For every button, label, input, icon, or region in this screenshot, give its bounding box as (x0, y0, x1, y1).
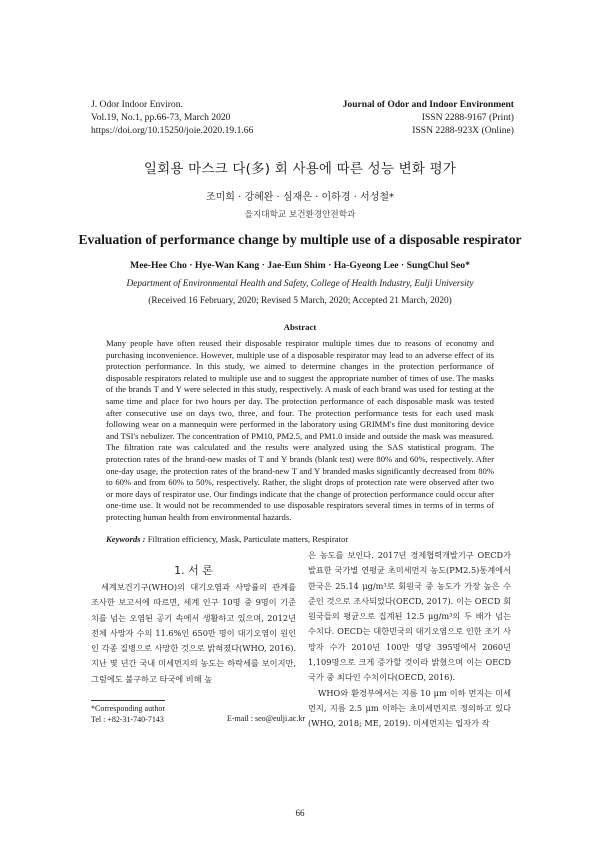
issn-print: ISSN 2288-9167 (Print) (421, 111, 514, 123)
authors-korean: 조미희 · 강혜완 · 심재은 · 이하경 · 서성철* (205, 192, 395, 203)
authors-english: Mee-Hee Cho · Hye-Wan Kang · Jae-Eun Shim · Ha-Gyeong Lee · SungChul Seo* (130, 260, 470, 271)
journal-header-right (284, 99, 514, 137)
paragraph: 은 농도를 보인다. 2017년 경제협력개발기구 OECD가 발표한 국가별 연평균 초미세먼지 농도(PM2.5)통계에서 한국은 25.14 μg/m³로 회원국 중 농도가 가장 높은 수준인 것으로 조사되었다(OECD, 2017). 이는 OECD 회원국들의 평균으로 집계된 12.5 μg/m³의 두 배가 넘는 수치다. OECD는 대한민국의 대기오염으로 인한 조기 사망자 수가 2010년 100만 명당 395명에서 2060년 1,109명으로 크게 증가할 것이라 밝혔으며 이는 OECD 국가 중 최다인 수치이다(OECD, 2016). (308, 550, 511, 683)
volume-info: Vol.19, No.1, pp.66-73, March 2020 (91, 111, 231, 123)
keywords-label: Keywords : (106, 534, 146, 544)
title-korean: 일회용 마스크 다(多) 회 사용에 따른 성능 변화 평가 (143, 161, 457, 177)
title-english: Evaluation of performance change by multiple use of a disposable respirator (78, 232, 522, 247)
received-dates: (Received 16 February, 2020; Revised 5 March, 2020; Accepted 21 March, 2020) (148, 296, 452, 306)
doi-link[interactable]: https://doi.org/10.15250/joie.2020.19.1.66 (91, 124, 254, 136)
abstract-heading: Abstract (283, 322, 317, 332)
issn-online: ISSN 2288-923X (Online) (412, 124, 514, 136)
telephone: Tel : +82-31-740-7143 (91, 715, 164, 724)
corresponding-author-label: *Corresponding author (91, 704, 165, 713)
keywords (106, 534, 494, 544)
journal-name: Journal of Odor and Indoor Environment (342, 99, 514, 110)
abstract-body: Many people have often reused their disposable respirator multiple times due to reasons of economy and purchasing inconvenience. However, multiple use of a disposable respirator may lead to an adverse effect of its protection performance. In this study, we aimed to determine changes in the protection performance of disposable respirators related to multiple use and to suggest the appropriate number of times of use. The masks of the brands T and Y were selected in this study, respectively. A mask of each brand was used for testing at the same time and place for two hours per day. The protection performance of each disposable mask was tested after consecutive use on days two, three, and four. The protection performance tests for each used mask following wear on a mannequin were performed in the laboratory using GRIMM's fine dust monitoring device and TSI's nebulizer. The concentration of PM10, PM2.5, and PM1.0 inside and outside the mask was measured. The filtration rate was calculated and the results were analyzed using the SAS statistical program. The protection rates of the brand-new masks of T and Y brands (blank test) were 80% and 60%, respectively. After one-day usage, the protection rates of the brand-new T and Y branded masks significantly decreased from 80% to 60% and from 60% to 50%, respectively. Rather, the slight drops of protection rate were observed after two or more days of respirator use. Our findings indicate that the change of protection performance could occur after one-time use. It would not be recommended to use disposable respirators several times in terms of in terms of protecting human health from environmental hazards. (106, 338, 494, 522)
section-heading-introduction: 1. 서 론 (174, 564, 213, 577)
affiliation-korean: 을지대학교 보건환경안전학과 (244, 210, 356, 220)
journal-abbrev: J. Odor Indoor Environ. (91, 99, 183, 110)
paragraph: WHO와 환경부에서는 지름 10 μm 이하 먼지는 미세먼지, 지름 2.5 μm 이하는 초미세먼지로 정의하고 있다(WHO, 2018; ME, 2019). 미세먼지는 입자가 작 (308, 687, 511, 729)
email-address[interactable]: E-mail : seo@eulji.ac.kr (227, 714, 306, 723)
body-text-right-column (308, 548, 511, 732)
body-text-left-column: 세계보건기구(WHO)의 대기오염과 사망률의 관계를 조사한 보고서에 따르면, 세계 인구 10명 중 9명이 기준치를 넘는 오염된 공기 속에서 생활하고 있으며, 2012년 전체 사망자 수의 11.6%인 650만 명이 대기오염이 원인인 각종 질병으로 사망한 것으로 밝혀졌다(WHO, 2016). 지난 몇 년간 국내 미세먼지의 농도는 하락세를 보이지만, 그럼에도 불구하고 타국에 비해 높 (91, 582, 296, 684)
affiliation-english: Department of Environmental Health and Safety, College of Health Industry, Eulji University (126, 279, 474, 289)
page-number: 66 (295, 808, 305, 818)
footnote-divider (91, 700, 165, 701)
keywords-text: Filtration efficiency, Mask, Particulate matters, Respirator (147, 534, 349, 544)
